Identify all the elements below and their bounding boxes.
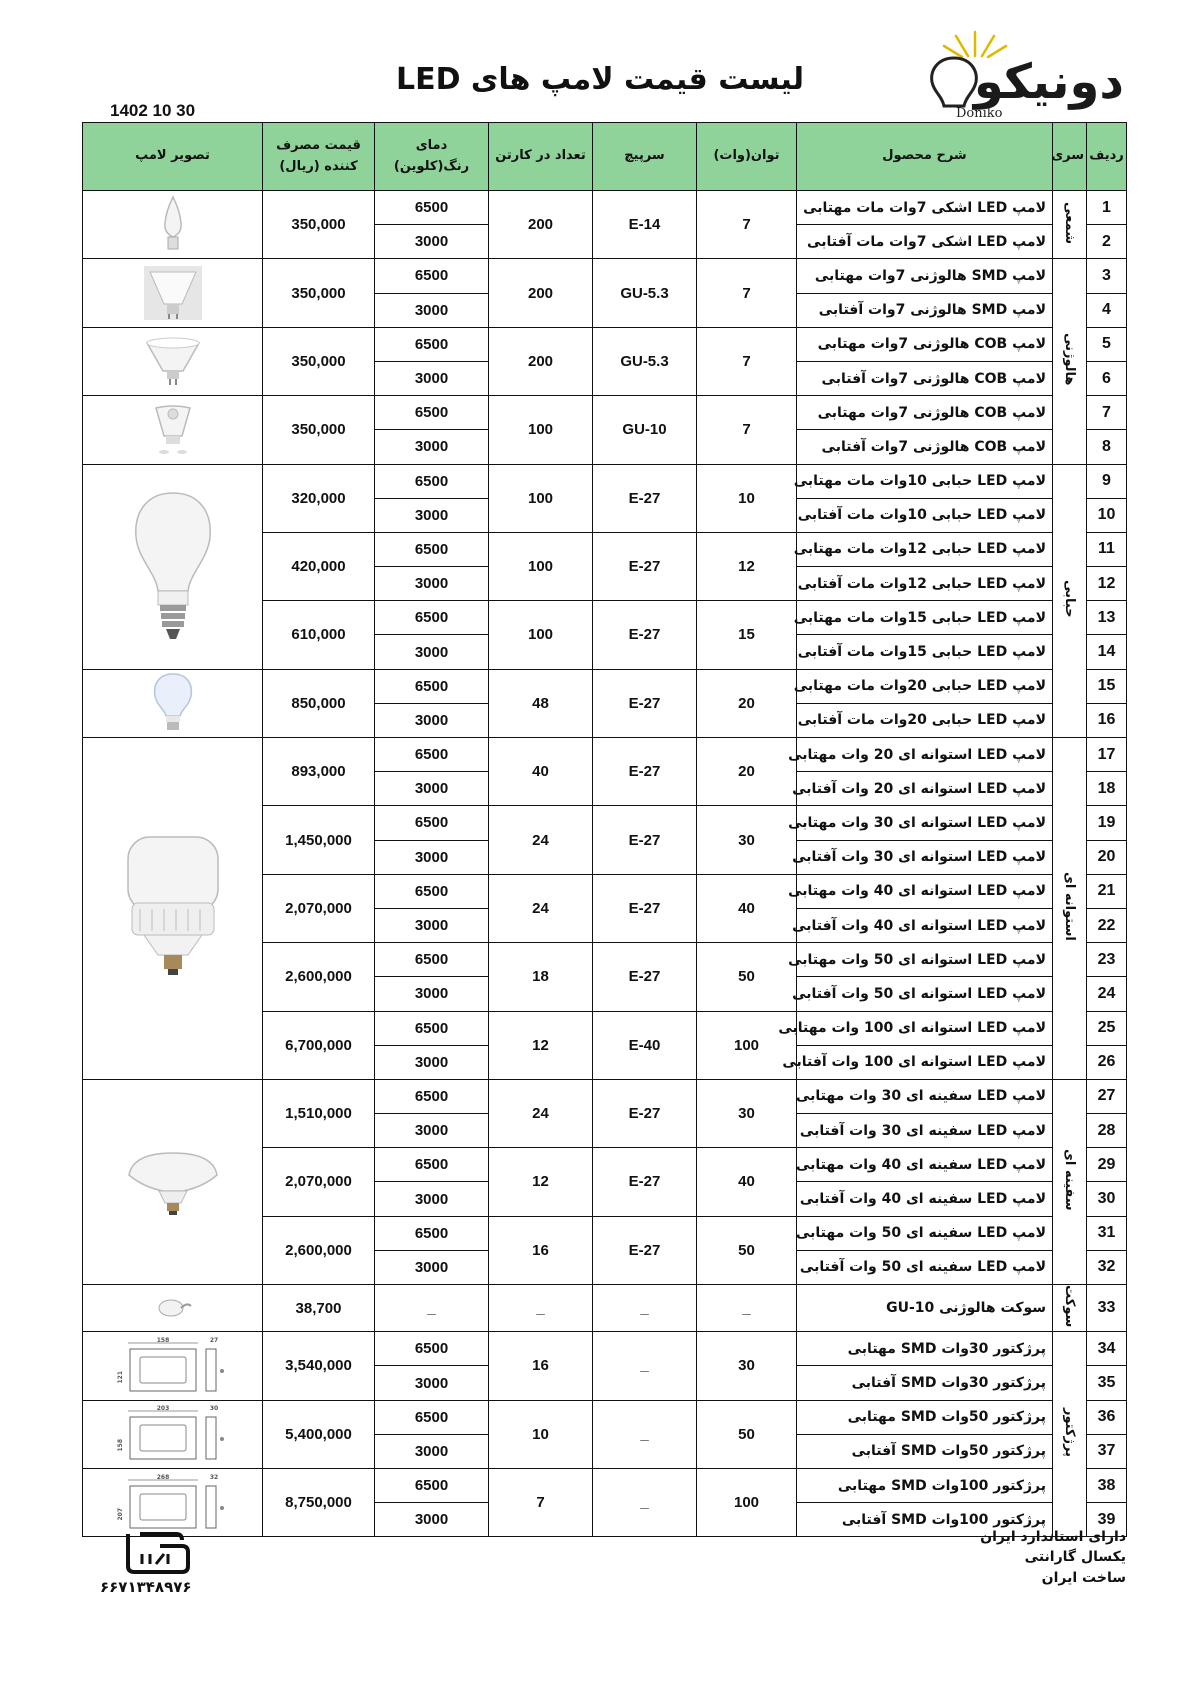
standard-code: ۶۶۷۱۳۴۸۹۷۶ [100, 1578, 192, 1596]
color-temp-cell: 3000 [375, 908, 489, 942]
carton-qty-cell: 7 [489, 1469, 593, 1537]
price-cell: 320,000 [263, 464, 375, 532]
product-description: لامپ LED سفینه ای 50 وات آفتابی [797, 1250, 1053, 1284]
floodlight-drawing-icon [83, 1474, 262, 1532]
color-temp-cell: 3000 [375, 703, 489, 737]
socket-cell: E-27 [593, 1079, 697, 1147]
header-power: توان(وات) [697, 123, 797, 191]
lamp-image-cell [83, 669, 263, 737]
table-row [83, 1400, 1127, 1434]
row-number: 13 [1087, 601, 1127, 635]
series-cell [1053, 191, 1087, 259]
a-bulb-small-icon [83, 672, 262, 734]
lamp-image-cell [83, 1400, 263, 1468]
color-temp-cell: 6500 [375, 1148, 489, 1182]
product-description: پرژکتور 30وات SMD آفتابی [797, 1366, 1053, 1400]
row-number: 28 [1087, 1114, 1127, 1148]
note-warranty: یکسال گارانتی [1024, 1549, 1126, 1566]
row-number: 12 [1087, 567, 1127, 601]
svg-text:203: 203 [156, 1405, 169, 1413]
product-description: سوکت هالوژنی GU-10 [797, 1285, 1053, 1332]
color-temp-cell: 6500 [375, 1332, 489, 1366]
svg-text:30: 30 [209, 1405, 218, 1413]
row-number: 30 [1087, 1182, 1127, 1216]
product-description: لامپ LED اشکی 7وات مات آفتابی [797, 225, 1053, 259]
row-number: 6 [1087, 361, 1127, 395]
row-number: 34 [1087, 1332, 1127, 1366]
carton-qty-cell: 16 [489, 1216, 593, 1284]
socket-cell: GU-5.3 [593, 327, 697, 395]
svg-text:32: 32 [209, 1473, 218, 1481]
row-number: 9 [1087, 464, 1127, 498]
price-cell: 420,000 [263, 532, 375, 600]
row-number: 29 [1087, 1148, 1127, 1182]
lamp-image-cell [83, 1079, 263, 1284]
mr16-smd-bulb-icon [83, 264, 262, 322]
carton-qty-cell: 100 [489, 396, 593, 464]
row-number: 7 [1087, 396, 1127, 430]
series-cell [1053, 1332, 1087, 1537]
product-description: پرژکتور 50وات SMD مهتابی [797, 1400, 1053, 1434]
price-cell: 893,000 [263, 738, 375, 806]
price-cell: 38,700 [263, 1285, 375, 1332]
product-description: لامپ COB هالوژنی 7وات آفتابی [797, 430, 1053, 464]
color-temp-cell: 6500 [375, 327, 489, 361]
doniko-logo [920, 28, 1130, 124]
product-description: پرژکتور 100وات SMD آفتابی [797, 1503, 1053, 1537]
product-description: لامپ LED حبابی 10وات مات آفتابی [797, 498, 1053, 532]
row-number: 39 [1087, 1503, 1127, 1537]
lamp-image-cell [83, 259, 263, 327]
power-cell: 15 [697, 601, 797, 669]
color-temp-cell: 3000 [375, 430, 489, 464]
socket-cell: E-27 [593, 1216, 697, 1284]
color-temp-cell: 6500 [375, 874, 489, 908]
series-label: استوانه ای [1062, 872, 1077, 941]
row-number: 14 [1087, 635, 1127, 669]
product-description: لامپ SMD هالوژنی 7وات مهتابی [797, 259, 1053, 293]
series-cell [1053, 738, 1087, 1080]
row-number: 10 [1087, 498, 1127, 532]
row-number: 35 [1087, 1366, 1127, 1400]
carton-qty-cell: 100 [489, 464, 593, 532]
color-temp-cell: 6500 [375, 1400, 489, 1434]
color-temp-cell: 6500 [375, 464, 489, 498]
power-cell: 12 [697, 532, 797, 600]
socket-cell: E-27 [593, 806, 697, 874]
color-temp-cell: 3000 [375, 977, 489, 1011]
row-number: 4 [1087, 293, 1127, 327]
list-date: 1402 10 30 [110, 101, 196, 120]
table-row [83, 396, 1127, 430]
product-description: پرژکتور 100وات SMD مهتابی [797, 1469, 1053, 1503]
header-carton-qty: تعداد در کارتن [489, 123, 593, 191]
series-label: حبابی [1062, 579, 1077, 618]
row-number: 33 [1087, 1285, 1127, 1332]
color-temp-cell: _ [375, 1285, 489, 1332]
socket-cell: E-27 [593, 464, 697, 532]
power-cell: 7 [697, 259, 797, 327]
product-description: لامپ LED استوانه ای 30 وات آفتابی [797, 840, 1053, 874]
color-temp-cell: 6500 [375, 1469, 489, 1503]
price-cell: 350,000 [263, 191, 375, 259]
color-temp-cell: 3000 [375, 498, 489, 532]
lamp-image-cell [83, 191, 263, 259]
row-number: 15 [1087, 669, 1127, 703]
mr16-cob-bulb-icon [83, 335, 262, 387]
color-temp-cell: 3000 [375, 1366, 489, 1400]
color-temp-cell: 3000 [375, 1045, 489, 1079]
color-temp-cell: 3000 [375, 635, 489, 669]
svg-text:207: 207 [116, 1507, 124, 1521]
color-temp-cell: 6500 [375, 806, 489, 840]
socket-cell: GU-10 [593, 396, 697, 464]
carton-qty-cell: 10 [489, 1400, 593, 1468]
table-row [83, 191, 1127, 225]
socket-cell: E-27 [593, 1148, 697, 1216]
row-number: 27 [1087, 1079, 1127, 1113]
carton-qty-cell: 40 [489, 738, 593, 806]
row-number: 1 [1087, 191, 1127, 225]
table-row [83, 1285, 1127, 1332]
product-description: لامپ LED سفینه ای 30 وات آفتابی [797, 1114, 1053, 1148]
product-description: لامپ LED استوانه ای 40 وات مهتابی [797, 874, 1053, 908]
iran-standard-mark-icon [120, 1530, 196, 1576]
product-description: لامپ LED استوانه ای 50 وات مهتابی [797, 943, 1053, 977]
table-row [83, 259, 1127, 293]
row-number: 25 [1087, 1011, 1127, 1045]
carton-qty-cell: 200 [489, 327, 593, 395]
a-bulb-icon [83, 487, 262, 647]
color-temp-cell: 6500 [375, 1216, 489, 1250]
row-number: 20 [1087, 840, 1127, 874]
color-temp-cell: 6500 [375, 532, 489, 566]
socket-cell: GU-5.3 [593, 259, 697, 327]
power-cell: 50 [697, 1400, 797, 1468]
price-cell: 1,450,000 [263, 806, 375, 874]
product-description: پرژکتور 30وات SMD مهتابی [797, 1332, 1053, 1366]
header-series: سری [1053, 123, 1087, 191]
product-description: پرژکتور 50وات SMD آفتابی [797, 1434, 1053, 1468]
power-cell: 50 [697, 943, 797, 1011]
carton-qty-cell: 100 [489, 532, 593, 600]
socket-cell: E-27 [593, 601, 697, 669]
header-description: شرح محصول [797, 123, 1053, 191]
color-temp-cell: 3000 [375, 567, 489, 601]
row-number: 26 [1087, 1045, 1127, 1079]
product-description: لامپ LED سفینه ای 40 وات مهتابی [797, 1148, 1053, 1182]
floodlight-drawing-icon [83, 1405, 262, 1463]
series-label: هالوژنی [1062, 333, 1077, 386]
power-cell: 20 [697, 669, 797, 737]
product-description: لامپ LED استوانه ای 30 وات مهتابی [797, 806, 1053, 840]
power-cell: 30 [697, 1332, 797, 1400]
row-number: 37 [1087, 1434, 1127, 1468]
price-cell: 2,600,000 [263, 1216, 375, 1284]
product-description: لامپ COB هالوژنی 7وات آفتابی [797, 361, 1053, 395]
socket-cell: _ [593, 1332, 697, 1400]
product-description: لامپ LED سفینه ای 30 وات مهتابی [797, 1079, 1053, 1113]
color-temp-cell: 3000 [375, 293, 489, 327]
svg-text:27: 27 [209, 1336, 218, 1344]
color-temp-cell: 6500 [375, 1011, 489, 1045]
power-cell: 7 [697, 327, 797, 395]
product-description: لامپ LED سفینه ای 50 وات مهتابی [797, 1216, 1053, 1250]
socket-icon [83, 1296, 262, 1320]
power-cell: 100 [697, 1011, 797, 1079]
row-number: 17 [1087, 738, 1127, 772]
svg-text:158: 158 [116, 1439, 124, 1452]
product-description: لامپ COB هالوژنی 7وات مهتابی [797, 396, 1053, 430]
price-table-container [82, 122, 1126, 1537]
product-description: لامپ COB هالوژنی 7وات مهتابی [797, 327, 1053, 361]
price-cell: 350,000 [263, 396, 375, 464]
price-cell: 1,510,000 [263, 1079, 375, 1147]
header-price: قیمت مصرف کننده (ریال) [263, 123, 375, 191]
table-row [83, 464, 1127, 498]
lamp-image-cell [83, 464, 263, 669]
product-description: لامپ LED استوانه ای 100 وات مهتابی [797, 1011, 1053, 1045]
table-row [83, 327, 1127, 361]
color-temp-cell: 3000 [375, 361, 489, 395]
color-temp-cell: 6500 [375, 669, 489, 703]
table-header-row [83, 123, 1127, 191]
price-cell: 2,070,000 [263, 874, 375, 942]
table-row [83, 669, 1127, 703]
socket-cell: _ [593, 1469, 697, 1537]
lamp-image-cell [83, 738, 263, 1080]
color-temp-cell: 3000 [375, 225, 489, 259]
product-description: لامپ LED حبابی 15وات مات مهتابی [797, 601, 1053, 635]
carton-qty-cell: 16 [489, 1332, 593, 1400]
color-temp-cell: 3000 [375, 1503, 489, 1537]
header-image: تصویر لامپ [83, 123, 263, 191]
price-table [82, 122, 1127, 1537]
series-cell [1053, 1079, 1087, 1284]
table-row [83, 1469, 1127, 1503]
color-temp-cell: 3000 [375, 1434, 489, 1468]
row-number: 11 [1087, 532, 1127, 566]
gu10-bulb-icon [83, 402, 262, 458]
product-description: لامپ LED استوانه ای 50 وات آفتابی [797, 977, 1053, 1011]
carton-qty-cell: 24 [489, 806, 593, 874]
color-temp-cell: 3000 [375, 1250, 489, 1284]
table-row [83, 1079, 1127, 1113]
row-number: 8 [1087, 430, 1127, 464]
brand-name-persian: دونیکو [973, 54, 1124, 110]
color-temp-cell: 3000 [375, 772, 489, 806]
lamp-image-cell [83, 1285, 263, 1332]
power-cell: 30 [697, 1079, 797, 1147]
price-cell: 8,750,000 [263, 1469, 375, 1537]
header-color-temp: دمای رنگ(کلوین) [375, 123, 489, 191]
price-cell: 6,700,000 [263, 1011, 375, 1079]
carton-qty-cell: 18 [489, 943, 593, 1011]
product-description: لامپ LED استوانه ای 20 وات مهتابی [797, 738, 1053, 772]
product-description: لامپ LED استوانه ای 20 وات آفتابی [797, 772, 1053, 806]
power-cell: 7 [697, 191, 797, 259]
color-temp-cell: 6500 [375, 191, 489, 225]
row-number: 31 [1087, 1216, 1127, 1250]
product-description: لامپ LED اشکی 7وات مات مهتابی [797, 191, 1053, 225]
row-number: 24 [1087, 977, 1127, 1011]
carton-qty-cell: 200 [489, 259, 593, 327]
carton-qty-cell: 100 [489, 601, 593, 669]
carton-qty-cell: _ [489, 1285, 593, 1332]
power-cell: 100 [697, 1469, 797, 1537]
lamp-image-cell [83, 1332, 263, 1400]
power-cell: 10 [697, 464, 797, 532]
header-socket: سرپیچ [593, 123, 697, 191]
row-number: 32 [1087, 1250, 1127, 1284]
carton-qty-cell: 24 [489, 874, 593, 942]
carton-qty-cell: 48 [489, 669, 593, 737]
table-row [83, 1332, 1127, 1366]
series-label: سوکت [1062, 1285, 1077, 1328]
carton-qty-cell: 12 [489, 1011, 593, 1079]
series-cell [1053, 1285, 1087, 1332]
product-description: لامپ LED حبابی 20وات مات آفتابی [797, 703, 1053, 737]
socket-cell: E-27 [593, 532, 697, 600]
color-temp-cell: 3000 [375, 840, 489, 874]
row-number: 36 [1087, 1400, 1127, 1434]
color-temp-cell: 3000 [375, 1182, 489, 1216]
price-cell: 610,000 [263, 601, 375, 669]
svg-text:268: 268 [156, 1473, 169, 1481]
footer-notes [980, 1527, 1126, 1588]
product-description: لامپ LED استوانه ای 40 وات آفتابی [797, 908, 1053, 942]
socket-cell: E-27 [593, 943, 697, 1011]
power-cell: 20 [697, 738, 797, 806]
product-description: لامپ LED حبابی 20وات مات مهتابی [797, 669, 1053, 703]
series-label: پرژکتور [1062, 1407, 1077, 1457]
socket-cell: E-14 [593, 191, 697, 259]
color-temp-cell: 3000 [375, 1114, 489, 1148]
price-cell: 2,600,000 [263, 943, 375, 1011]
product-description: لامپ LED حبابی 10وات مات مهتابی [797, 464, 1053, 498]
cylinder-bulb-icon [83, 833, 262, 983]
product-description: لامپ LED حبابی 15وات مات آفتابی [797, 635, 1053, 669]
socket-cell: _ [593, 1285, 697, 1332]
carton-qty-cell: 12 [489, 1148, 593, 1216]
row-number: 21 [1087, 874, 1127, 908]
series-label: شمعی [1062, 201, 1077, 244]
socket-cell: E-40 [593, 1011, 697, 1079]
price-cell: 2,070,000 [263, 1148, 375, 1216]
price-cell: 3,540,000 [263, 1332, 375, 1400]
note-standard: دارای استاندارد ایران [980, 1529, 1126, 1545]
power-cell: _ [697, 1285, 797, 1332]
power-cell: 40 [697, 1148, 797, 1216]
product-description: لامپ LED حبابی 12وات مات مهتابی [797, 532, 1053, 566]
floodlight-drawing-icon [83, 1337, 262, 1395]
row-number: 18 [1087, 772, 1127, 806]
header-row-no: ردیف [1087, 123, 1127, 191]
power-cell: 7 [697, 396, 797, 464]
row-number: 38 [1087, 1469, 1127, 1503]
series-label: سفینه ای [1062, 1149, 1077, 1211]
svg-text:158: 158 [156, 1336, 169, 1344]
table-row [83, 738, 1127, 772]
lamp-image-cell [83, 327, 263, 395]
color-temp-cell: 6500 [375, 943, 489, 977]
carton-qty-cell: 24 [489, 1079, 593, 1147]
page-title: لیست قیمت لامپ های LED [395, 62, 805, 97]
power-cell: 30 [697, 806, 797, 874]
color-temp-cell: 6500 [375, 396, 489, 430]
power-cell: 40 [697, 874, 797, 942]
socket-cell: _ [593, 1400, 697, 1468]
note-made-in: ساخت ایران [1041, 1569, 1126, 1586]
svg-text:121: 121 [116, 1370, 124, 1384]
row-number: 3 [1087, 259, 1127, 293]
row-number: 23 [1087, 943, 1127, 977]
socket-cell: E-27 [593, 738, 697, 806]
price-cell: 850,000 [263, 669, 375, 737]
lamp-image-cell [83, 396, 263, 464]
product-description: لامپ LED حبابی 12وات مات آفتابی [797, 567, 1053, 601]
socket-cell: E-27 [593, 669, 697, 737]
price-cell: 350,000 [263, 259, 375, 327]
ufo-bulb-icon [83, 1147, 262, 1217]
color-temp-cell: 6500 [375, 738, 489, 772]
socket-cell: E-27 [593, 874, 697, 942]
product-description: لامپ LED سفینه ای 40 وات آفتابی [797, 1182, 1053, 1216]
color-temp-cell: 6500 [375, 259, 489, 293]
row-number: 16 [1087, 703, 1127, 737]
power-cell: 50 [697, 1216, 797, 1284]
price-cell: 5,400,000 [263, 1400, 375, 1468]
row-number: 2 [1087, 225, 1127, 259]
table-body [83, 191, 1127, 1537]
product-description: لامپ SMD هالوژنی 7وات آفتابی [797, 293, 1053, 327]
series-cell [1053, 464, 1087, 738]
brand-name-english: Doniko [956, 106, 1003, 121]
row-number: 22 [1087, 908, 1127, 942]
carton-qty-cell: 200 [489, 191, 593, 259]
price-cell: 350,000 [263, 327, 375, 395]
color-temp-cell: 6500 [375, 601, 489, 635]
lamp-image-cell [83, 1469, 263, 1537]
series-cell [1053, 259, 1087, 464]
candle-bulb-icon [83, 195, 262, 255]
product-description: لامپ LED استوانه ای 100 وات آفتابی [797, 1045, 1053, 1079]
color-temp-cell: 6500 [375, 1079, 489, 1113]
row-number: 5 [1087, 327, 1127, 361]
row-number: 19 [1087, 806, 1127, 840]
